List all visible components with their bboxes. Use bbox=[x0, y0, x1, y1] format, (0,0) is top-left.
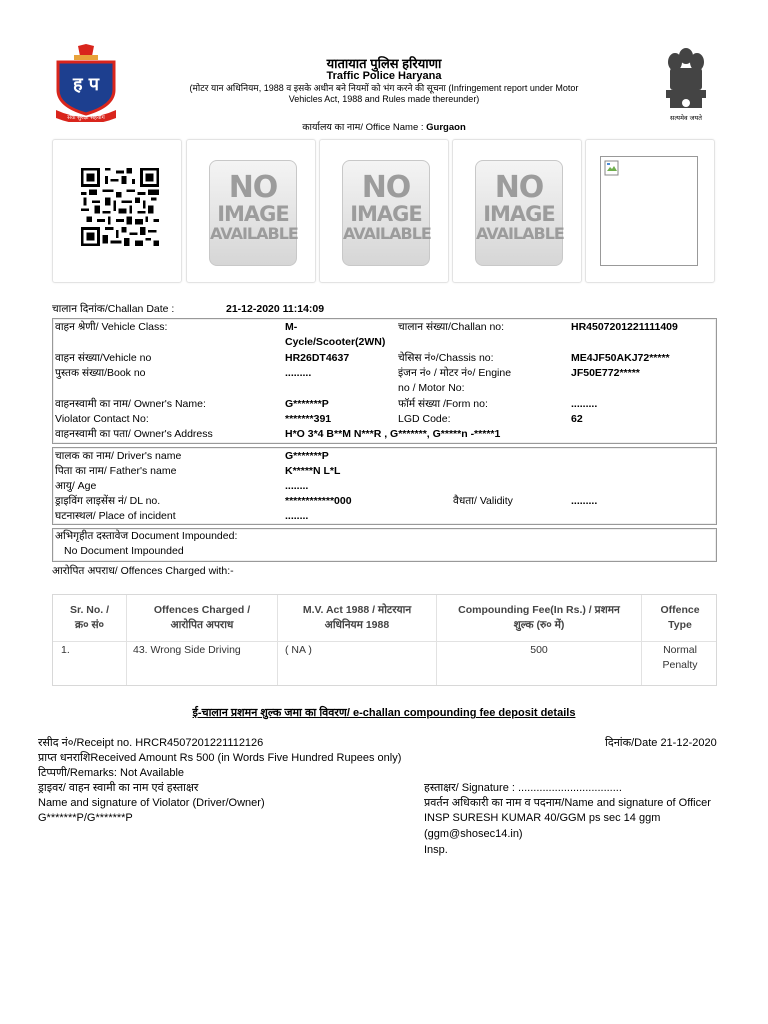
validity-label: वैधता/ Validity bbox=[453, 495, 513, 507]
offences-heading: आरोपित अपराध/ Offences Charged with:- bbox=[52, 565, 234, 577]
owner-address-value: H*O 3*4 B**M N***R , G*******, G*****n -*****1 bbox=[285, 428, 501, 440]
vehicle-no-value: HR26DT4637 bbox=[285, 352, 350, 364]
engine-label-2: no / Motor No: bbox=[398, 382, 465, 394]
engine-label-1: इंजन नं० / मोटर नं०/ Engine bbox=[398, 367, 512, 379]
owner-name-value: G*******P bbox=[285, 398, 329, 410]
col-type: Offence Type bbox=[660, 604, 700, 631]
book-no-value: ......... bbox=[285, 367, 312, 379]
impound-label: अभिगृहीत दस्तावेज Document Impounded: bbox=[55, 530, 238, 542]
officer-label: प्रवर्तन अधिकारी का नाम व पदनाम/Name and signature of Officer bbox=[424, 797, 711, 809]
form-no-value: ......... bbox=[571, 398, 598, 410]
national-emblem bbox=[660, 46, 712, 124]
header-title-hindi: यातायात पुलिस हरियाणा bbox=[326, 56, 442, 71]
qr-code bbox=[81, 168, 159, 246]
impound-value: No Document Impounded bbox=[64, 545, 184, 557]
contact-label: Violator Contact No: bbox=[55, 413, 149, 425]
violator-name: G*******P/G*******P bbox=[38, 812, 133, 824]
no-image-badge: NO IMAGE AVAILABLE bbox=[342, 160, 430, 266]
header-title-english: Traffic Police Haryana bbox=[326, 70, 442, 82]
no-image-badge: NO IMAGE AVAILABLE bbox=[209, 160, 297, 266]
officer-name: INSP SURESH KUMAR 40/GGM ps sec 14 ggm bbox=[424, 812, 661, 824]
driver-sign-label: ड्राइवर/ वाहन स्वामी का नाम एवं हस्ताक्षर bbox=[38, 782, 199, 794]
cell-act: ( NA ) bbox=[285, 644, 312, 656]
no-image-placeholder-2 bbox=[319, 139, 449, 283]
age-value: ........ bbox=[285, 480, 309, 492]
vehicle-no-label: वाहन संख्या/Vehicle no bbox=[55, 352, 152, 364]
broken-image-frame bbox=[600, 156, 698, 266]
chassis-label: चेसिस नं०/Chassis no: bbox=[398, 352, 494, 364]
dl-no-value: ************000 bbox=[285, 495, 352, 507]
qr-code-box bbox=[52, 139, 182, 283]
validity-value: ......... bbox=[571, 495, 598, 507]
age-label: आयु/ Age bbox=[55, 480, 97, 492]
father-name-label: पिता का नाम/ Father's name bbox=[55, 465, 177, 477]
col-offence: Offences Charged / आरोपित अपराध bbox=[153, 604, 251, 631]
dl-no-label: ड्राइविंग लाइसेंस नं/ DL no. bbox=[55, 495, 161, 507]
signature-label: हस्ताक्षर/ Signature : .................................. bbox=[424, 782, 622, 794]
vehicle-class-value-2: Cycle/Scooter(2WN) bbox=[285, 336, 386, 348]
remarks: टिप्पणी/Remarks: Not Available bbox=[38, 767, 185, 779]
logo-motto: सेवा सुरक्षा सहयोग bbox=[67, 115, 105, 121]
col-fee: Compounding Fee(In Rs.) / प्रशमन शुल्क (रु० में) bbox=[458, 604, 620, 631]
cell-type: Normal Penalty bbox=[662, 644, 698, 671]
father-name-value: K*****N L*L bbox=[285, 465, 341, 477]
header-subtitle: (मोटर यान अधिनियम, 1988 व इसके अधीन बने नियमों को भंग करने की सूचना (Infringement report under Motor Vehicles Act, 1988 and Rules made thereunder) bbox=[189, 83, 579, 104]
col-mv-act: M.V. Act 1988 / मोटरयान अधिनियम 1988 bbox=[302, 604, 412, 631]
owner-name-label: वाहनस्वामी का नाम/ Owner's Name: bbox=[55, 398, 206, 410]
engine-value: JF50E772***** bbox=[571, 367, 640, 379]
broken-image-icon bbox=[604, 160, 620, 176]
no-image-placeholder-3 bbox=[452, 139, 582, 283]
driver-name-label: चालक का नाम/ Driver's name bbox=[55, 450, 182, 462]
challan-no-label: चालान संख्या/Challan no: bbox=[398, 321, 505, 333]
challan-no-value: HR4507201221111409 bbox=[571, 321, 678, 333]
chassis-value: ME4JF50AKJ72***** bbox=[571, 352, 670, 364]
office-value: Gurgaon bbox=[426, 122, 466, 133]
offence-table bbox=[52, 594, 717, 686]
challan-date-label: चालान दिनांक/Challan Date : bbox=[52, 303, 175, 315]
place-value: ........ bbox=[285, 510, 309, 522]
officer-rank: Insp. bbox=[424, 844, 448, 856]
cell-offence: 43. Wrong Side Driving bbox=[133, 644, 241, 656]
form-no-label: फॉर्म संख्या /Form no: bbox=[398, 398, 488, 410]
office-label: कार्यालय का नाम/ Office Name : bbox=[302, 122, 427, 133]
driver-name-value: G*******P bbox=[285, 450, 329, 462]
no-image-placeholder-1 bbox=[186, 139, 316, 283]
office-name bbox=[0, 120, 768, 133]
vehicle-class-label: वाहन श्रेणी/ Vehicle Class: bbox=[55, 321, 168, 333]
cell-sr: 1. bbox=[61, 644, 70, 656]
emblem-motto: सत्यमेव जयते bbox=[670, 114, 702, 122]
received-amount: प्राप्त धनराशिReceived Amount Rs 500 (in Words Five Hundred Rupees only) bbox=[38, 752, 402, 764]
contact-value: *******391 bbox=[285, 413, 332, 425]
col-sr-no: Sr. No. / क्र० सं० bbox=[69, 604, 110, 631]
broken-image-box bbox=[585, 139, 715, 283]
vehicle-class-value-1: M- bbox=[285, 321, 298, 333]
logo-lettering: ह प bbox=[72, 74, 100, 95]
lgd-value: 62 bbox=[571, 413, 583, 425]
deposit-date: दिनांक/Date 21-12-2020 bbox=[605, 737, 717, 749]
place-label: घटनास्थल/ Place of incident bbox=[55, 510, 176, 522]
deposit-title: ई-चालान प्रशमन शुल्क जमा का विवरण/ e-challan compounding fee deposit details bbox=[192, 707, 576, 719]
no-image-badge: NO IMAGE AVAILABLE bbox=[475, 160, 563, 266]
challan-date-value: 21-12-2020 11:14:09 bbox=[226, 303, 325, 315]
cell-fee: 500 bbox=[530, 644, 548, 656]
lgd-label: LGD Code: bbox=[398, 413, 451, 425]
owner-address-label: वाहनस्वामी का पता/ Owner's Address bbox=[55, 428, 213, 440]
book-no-label: पुस्तक संख्या/Book no bbox=[55, 367, 146, 379]
receipt-no: रसीद नं०/Receipt no. HRCR4507201221112126 bbox=[38, 737, 264, 749]
violator-label: Name and signature of Violator (Driver/Owner) bbox=[38, 797, 265, 809]
officer-email: (ggm@shosec14.in) bbox=[424, 828, 523, 840]
